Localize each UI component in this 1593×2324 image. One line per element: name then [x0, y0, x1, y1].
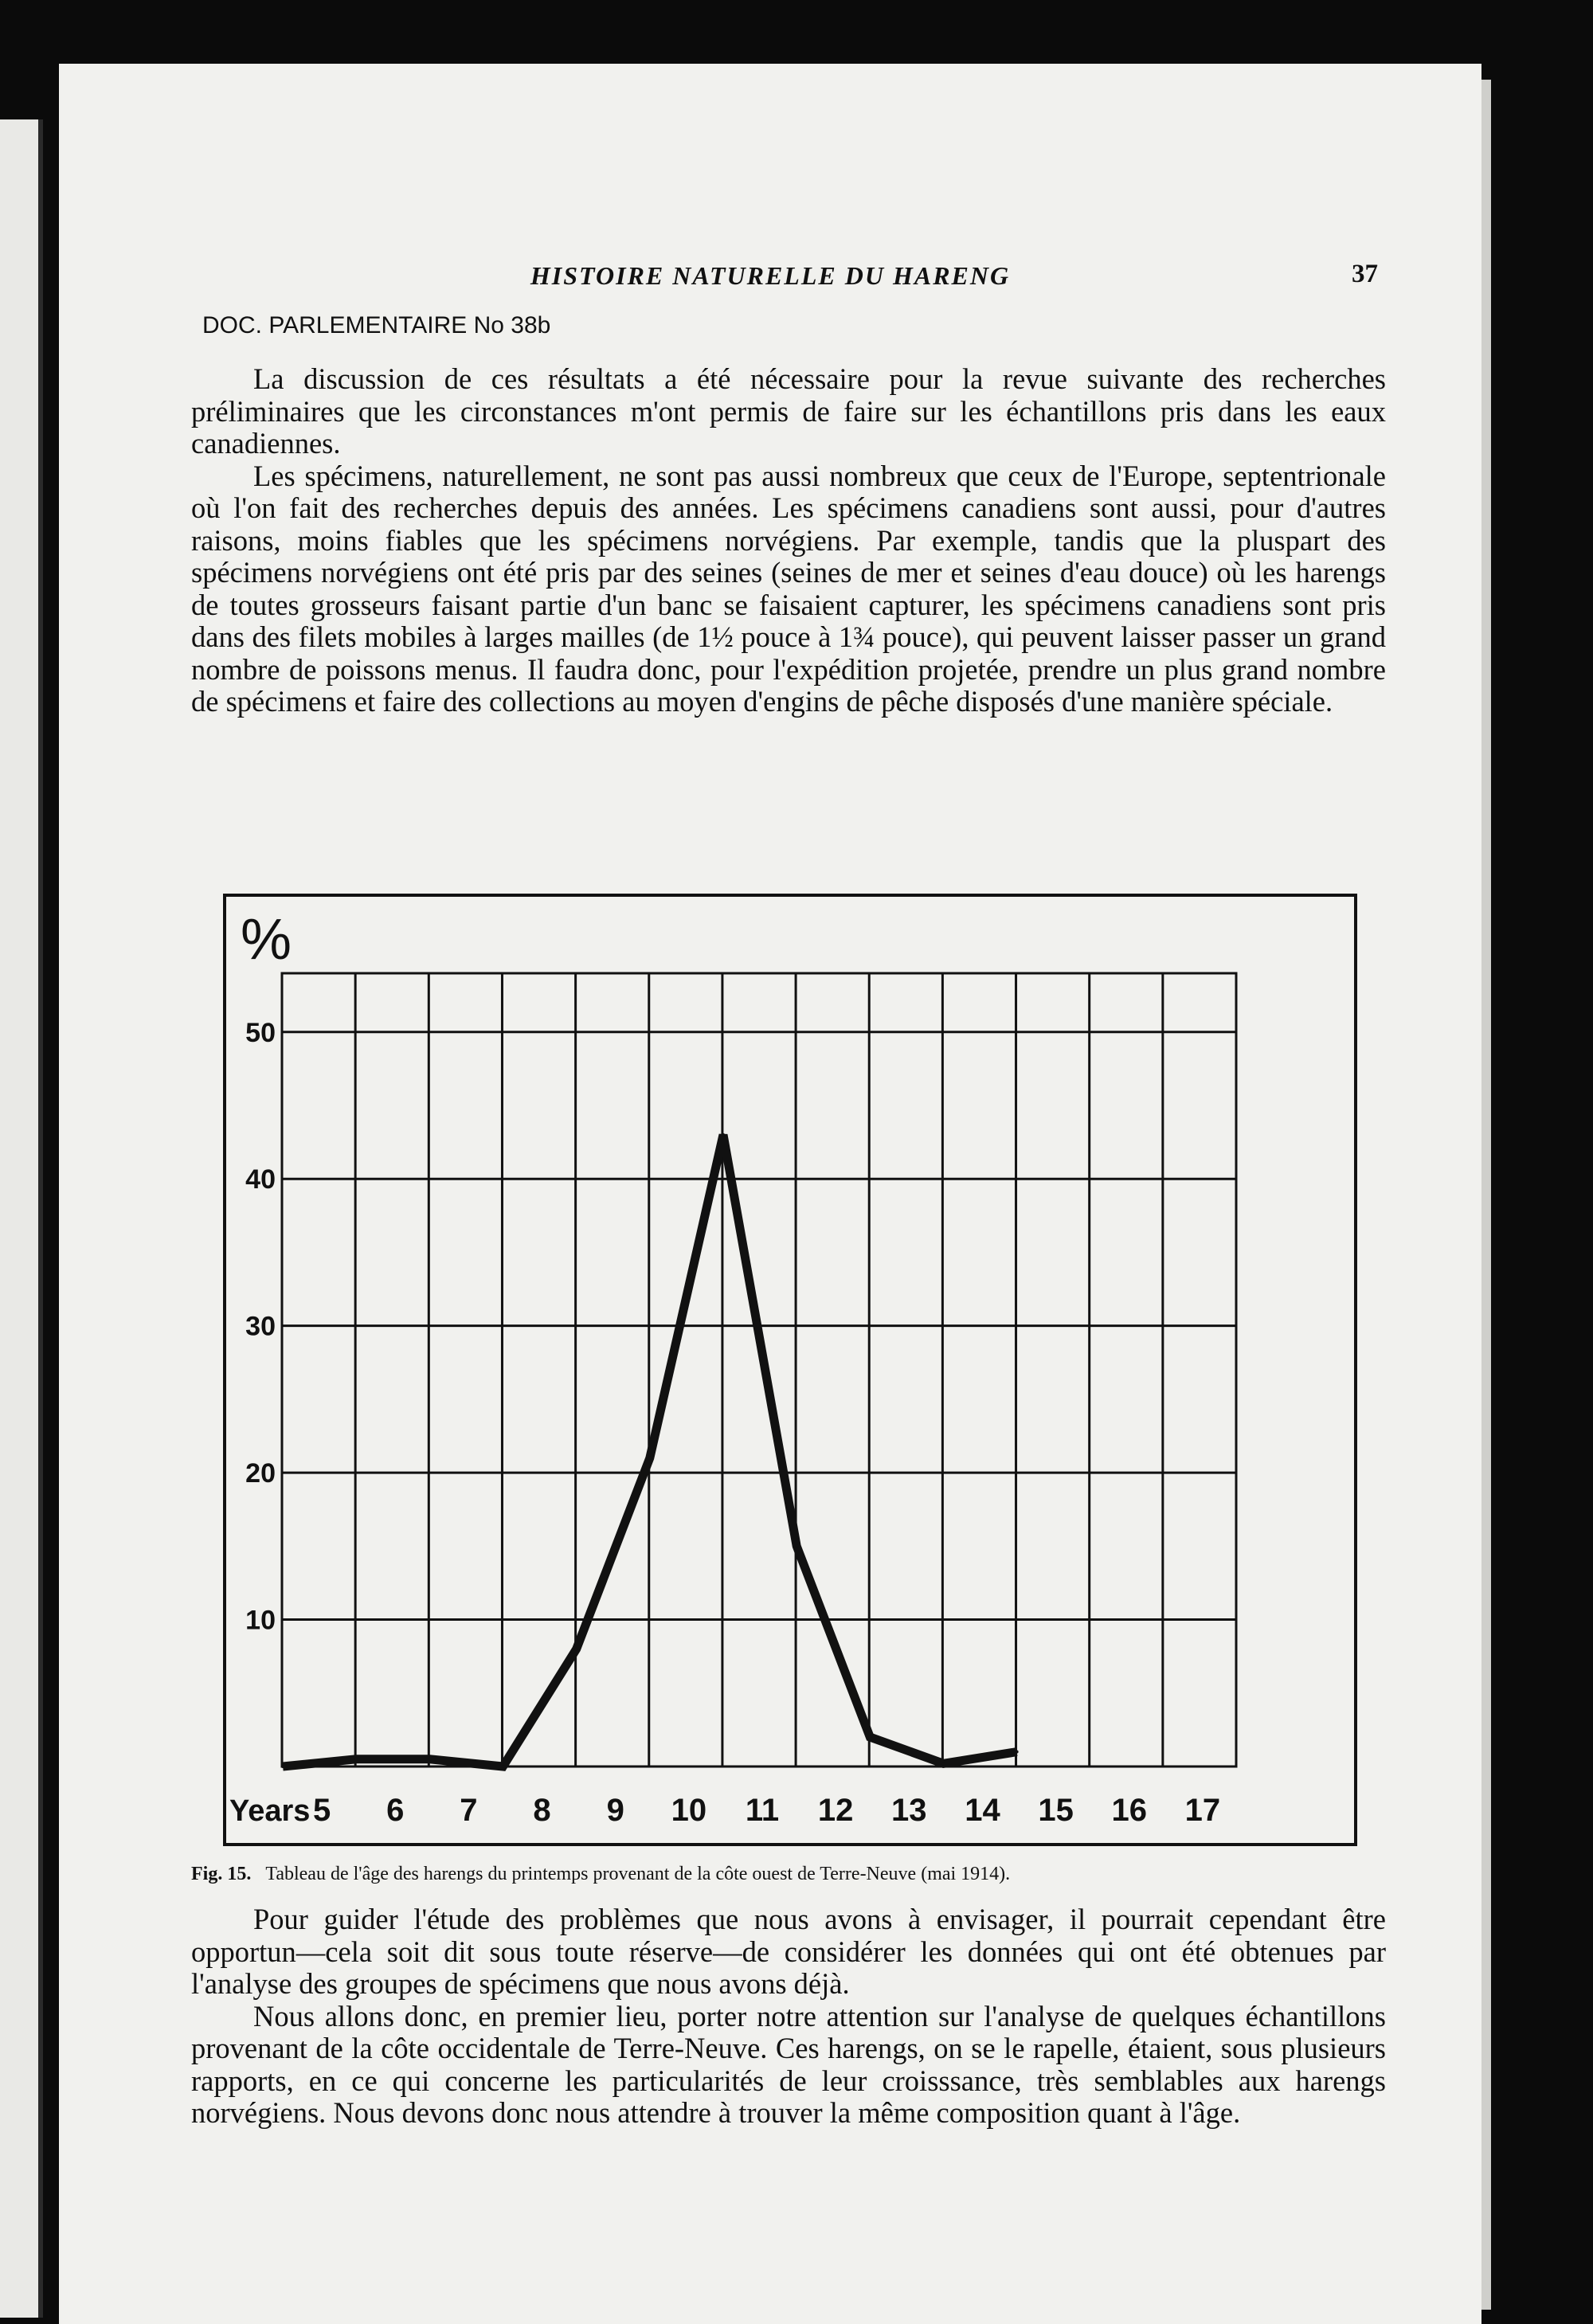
x-tick-label: 15 [1038, 1793, 1074, 1828]
x-tick-label: 8 [533, 1793, 551, 1828]
x-tick-label: 14 [965, 1793, 1000, 1828]
x-tick-label: 11 [745, 1793, 780, 1828]
body-text-before-figure [191, 363, 1386, 718]
age-chart-figure [223, 894, 1357, 1846]
body-text-after-figure [191, 1903, 1386, 2130]
data-point [722, 1133, 725, 1137]
data-point [354, 1758, 358, 1761]
adjacent-page-edge [0, 119, 43, 2318]
paragraph: Les spécimens, naturellement, ne sont pas aussi nombreux que ceux de l'Europe, septentrionale où l'on fait des recherches depuis des années. Les spécimens canadiens sont aussi, pour d'autres raisons, moins fiables que les spécimens norvégiens. Par exemple, tandis que la pluspart des spécimens norvégiens ont été pris par des seines (seines de mer et seines d'eau douce) où les harengs de toutes grosseurs faisant partie d'un banc se faisaient capturer, les spécimens canadiens sont pris dans des filets mobiles à larges mailles (de 1½ pouce à 1¾ pouce), qui peuvent laisser passer un grand nombre de poissons menus. Il faudra donc, pour l'expédition projetée, prendre un plus grand nombre de spécimens et faire des collections au moyen d'engins de pêche disposés d'une manière spéciale. [191, 459, 1386, 718]
y-axis-label: % [241, 908, 292, 972]
data-point [795, 1544, 798, 1547]
x-tick-label: 9 [606, 1793, 624, 1828]
data-point [502, 1765, 505, 1768]
x-tick-label: 16 [1111, 1793, 1148, 1828]
figure-caption [191, 1864, 1386, 1885]
paragraph: Pour guider l'étude des problèmes que nous avons à envisager, il pourrait cependant être opportun—cela soit dit sous toute réserve—de considérer les données qui ont été obtenues par l'analyse des groupes de spécimens que nous avons déjà. [191, 1903, 1386, 2000]
x-tick-label: 12 [817, 1793, 854, 1828]
data-point [1016, 1751, 1019, 1754]
data-point [648, 1457, 652, 1460]
paragraph: Nous allons donc, en premier lieu, porter notre attention sur l'analyse de quelques échantillons provenant de la côte occidentale de Terre-Neuve. Ces harengs, on se le rapelle, étaient, sous plusieurs rapports, en ce qui concerne les particularités de leur croisssance, très semblables aux harengs norvégiens. Nous devons donc nous attendre à trouver la même composition quant à l'âge. [191, 1999, 1386, 2129]
figure-label: Fig. 15. [191, 1864, 252, 1884]
page-number: 37 [1352, 260, 1378, 288]
y-tick-label: 40 [245, 1164, 276, 1195]
book-page [59, 64, 1481, 2324]
x-tick-label: 6 [386, 1793, 405, 1828]
running-title: HISTOIRE NATURELLE DU HARENG [530, 261, 1011, 290]
x-tick-label: 17 [1184, 1793, 1221, 1828]
x-tick-label: 13 [891, 1793, 927, 1828]
x-tick-label: 5 [312, 1793, 331, 1828]
data-point [941, 1762, 945, 1765]
data-point [281, 1765, 284, 1768]
paragraph: La discussion de ces résultats a été nécessaire pour la revue suivante des recherches préliminaires que les circonstances m'ont permis de faire sur les échantillons pris dans les eaux canadiennes. [191, 362, 1386, 460]
plot-frame [282, 973, 1236, 1766]
data-point [575, 1647, 578, 1650]
x-tick-label: 7 [460, 1793, 478, 1828]
data-point [428, 1758, 431, 1761]
y-tick-label: 10 [245, 1605, 276, 1636]
x-tick-label: 10 [671, 1793, 707, 1828]
data-point [868, 1735, 871, 1739]
age-line-chart [226, 897, 1354, 1843]
page-stack-edge [1481, 80, 1491, 2310]
y-tick-label: 30 [245, 1311, 276, 1342]
document-reference: DOC. PARLEMENTAIRE No 38b [202, 312, 551, 338]
y-tick-label: 50 [245, 1017, 276, 1048]
caption-text: Tableau de l'âge des harengs du printemps provenant de la côte ouest de Terre-Neuve (mai 1914). [265, 1864, 1011, 1884]
x-axis-label: Years [229, 1794, 311, 1828]
y-tick-label: 20 [245, 1458, 276, 1489]
